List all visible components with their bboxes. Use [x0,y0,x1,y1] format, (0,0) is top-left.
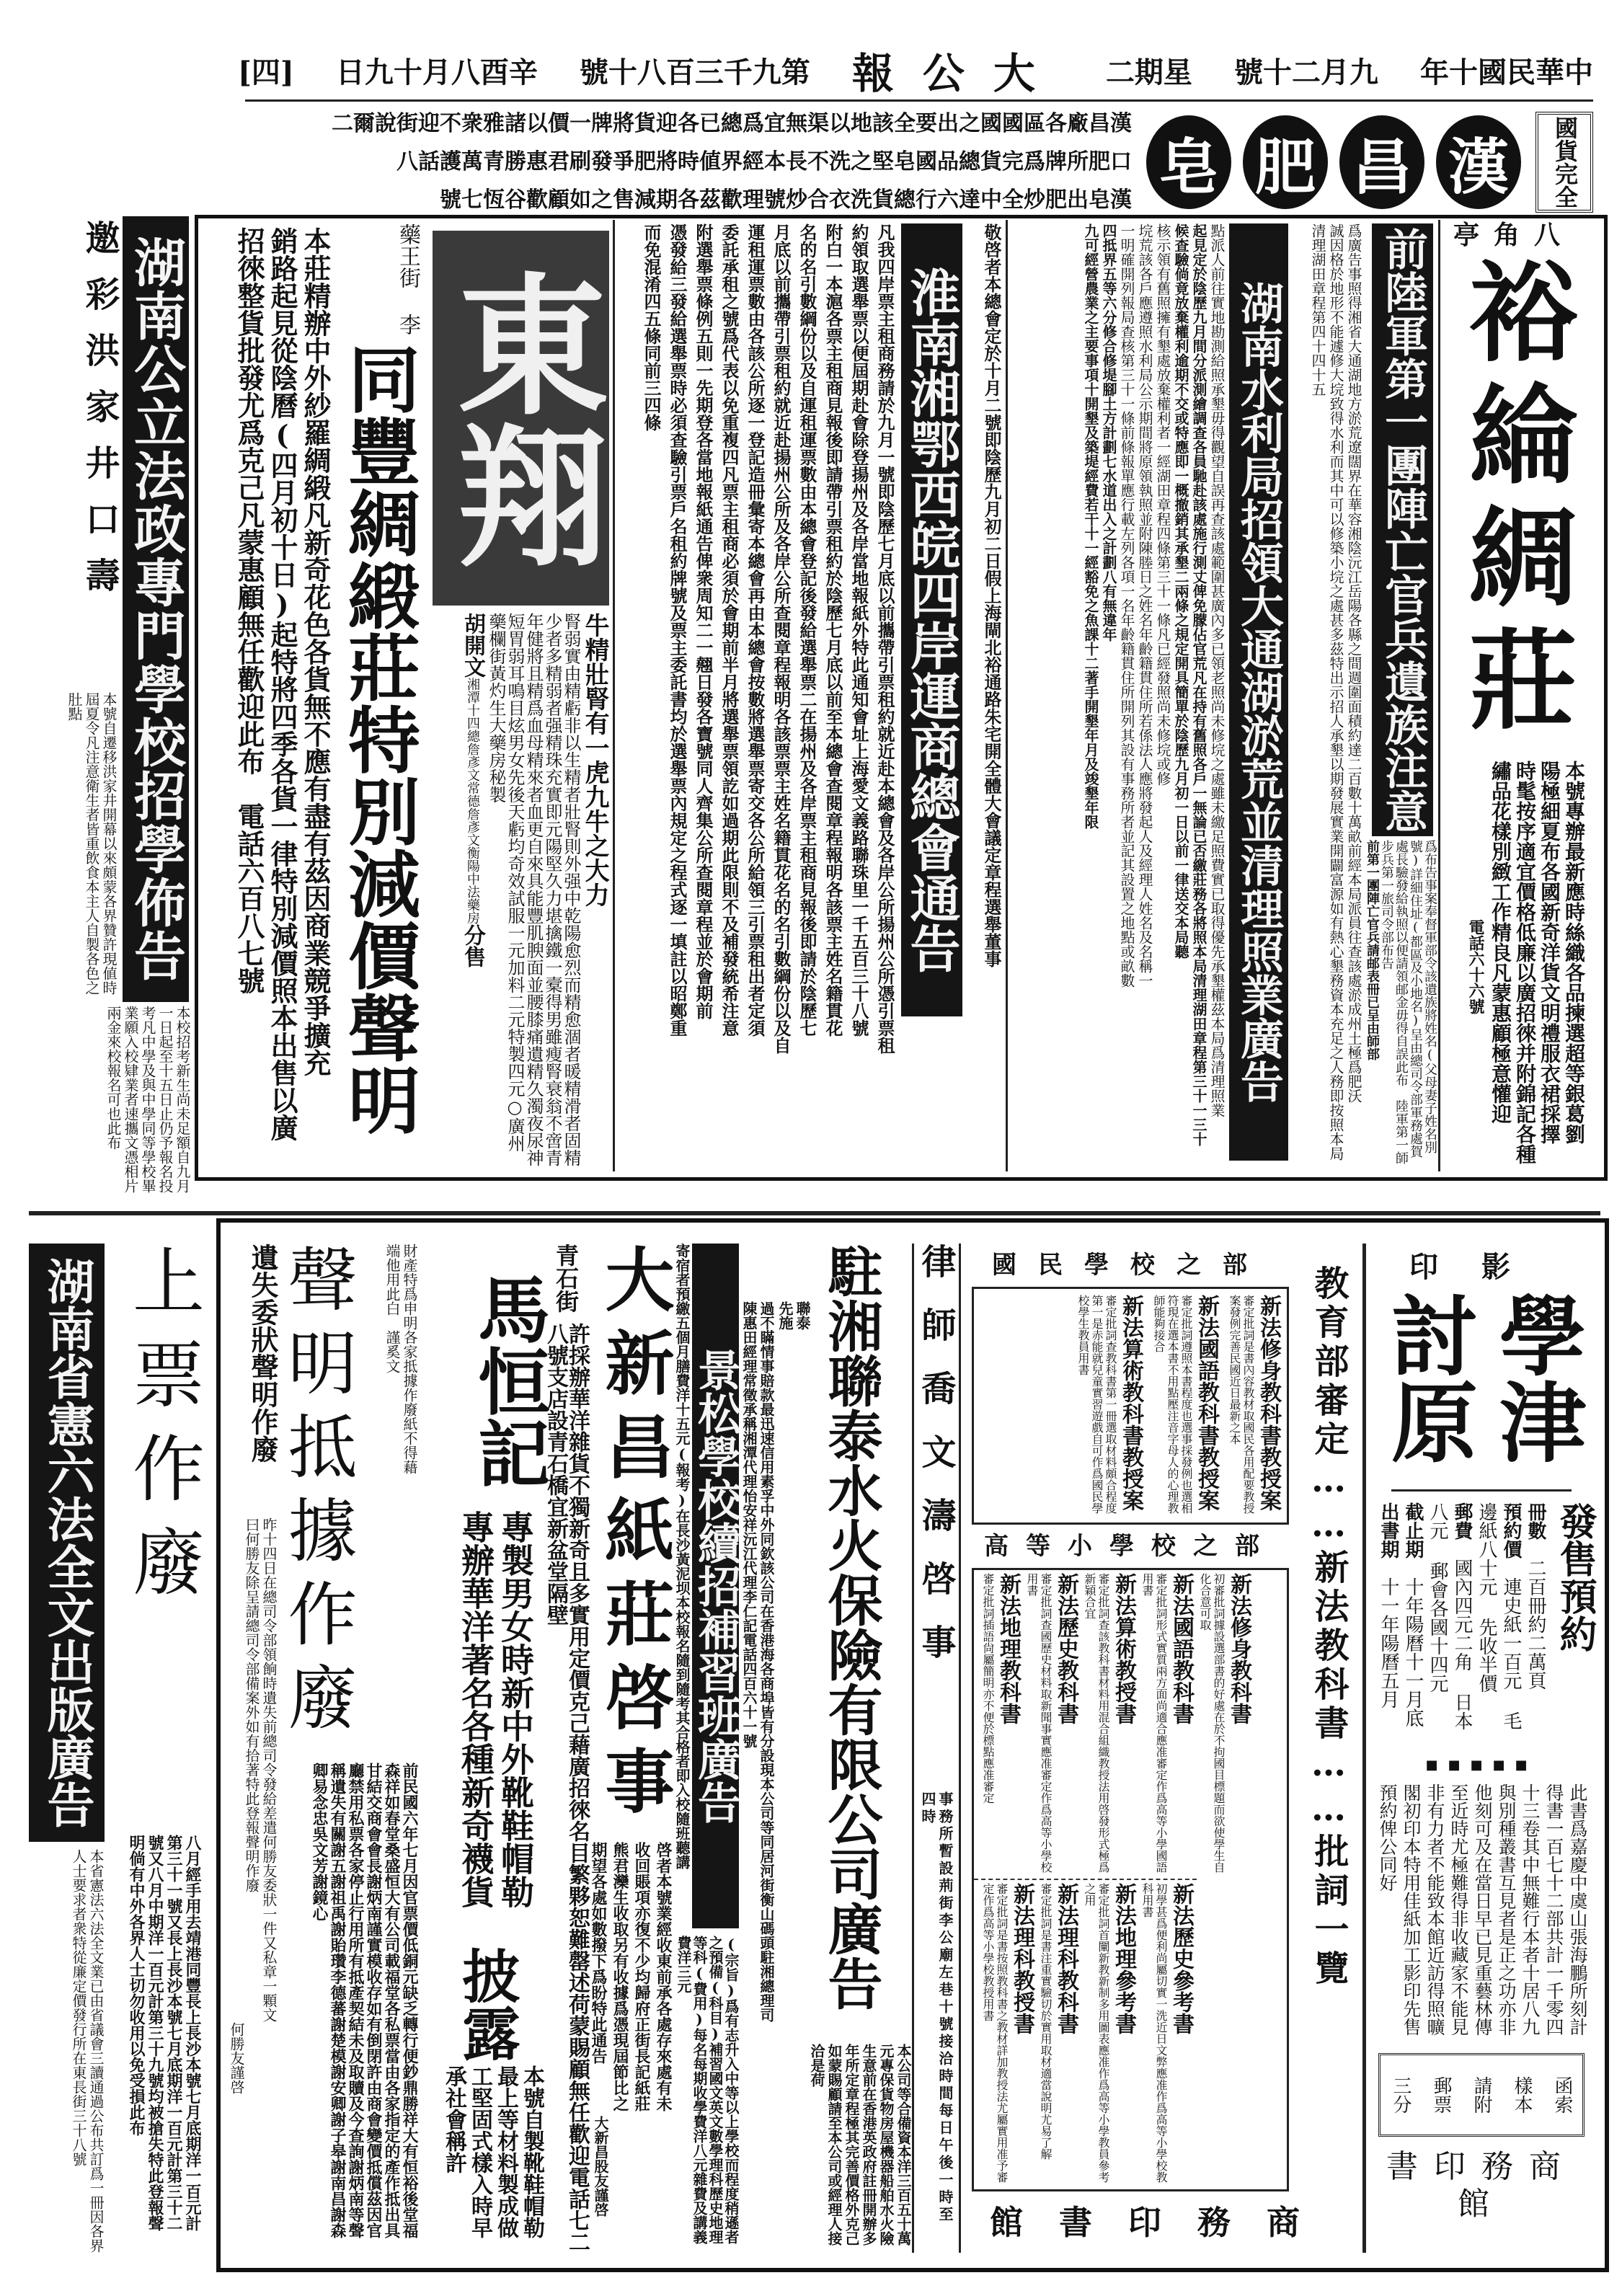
body-line: 陽極細夏布各國新奇洋貨文明禮服衣裙採擇 [1538,761,1561,1144]
textbook-item [1021,1573,1078,1876]
textbook-note: 審定批詞是書按照教科書之教材詳加教授法尤屬實用准予審定作爲高等小學校教授用書 [981,1883,1009,2183]
body-line: 候查驗倘竟放棄權利逾期不交或特應即一概撤銷其承墾二兩條之規定開具簡單於陰歷九月初一日以前一律送交本局聽 [1172,223,1189,959]
textbook-note: 審定批詞形式實質兩方面尚適合應准審定作爲高等小學國語用書 [1140,1573,1168,1873]
insurance-body-2: 本公司等合備資本洋三百五十萬元專保貨物房屋機器船舶水火險生意前在香港英政府註冊開辦多年所定章程極其完善價格外克己如蒙賜顧請至本公司或經理人接洽是荷 [808,2044,912,2246]
presale-row [1376,1502,1401,1747]
lawyer-body: 事務所暫設荊街李公廟左巷十號接洽時間每日午後一時至四時 [919,1791,954,2224]
body-line: 約領取選舉票以便屆期赴會除登揚州及各岸當地報紙外特此通知會址上海愛文義路聯珠里一千五百三十八號 [848,223,869,1037]
body-line: 招徠整貨批發尤爲克己凡蒙惠顧無任歡迎此布 電話六百八七號 [233,227,265,994]
textbook-name: 新法理科教授書 [1009,1883,1034,2034]
presale-row [1401,1502,1425,1747]
body-line: 繡品花樣別緻工作精良凡蒙惠顧極意懽迎 [1489,761,1512,1124]
tongfeng-title: 同豐綢緞莊特別減價聲明 [336,342,421,1135]
insurance-body: 過不瞞情事賠款最迅速信用素孚中外同欽該公司在香港海各商埠皆有分設現本公司等同居河街衡山碼頭駐湘總理司陳惠田經理常徵承稱湘潭代理怡安祥沅江代理李仁記電話四百六十一號 [740,1301,775,2022]
textbook-name: 新法算術教科書教授案 [1118,1295,1143,1511]
textbook-name: 新法修身教科書 [1226,1573,1251,1724]
body-line: 垸荒該各戶應遵照水利局公示期間將原領執照並附陳塍日之姓名年齡籍貫住所若係法人應將發起人及經理人姓名及名稱一 [1136,223,1153,988]
section-primary-heading: 國民學校之部 [992,1251,1269,1280]
deed-void-title: 聲明抵據作廢 [277,1244,358,1745]
brand-char: 肥 [1243,115,1328,209]
niujing-subtitle: 牛精壯腎有一虎九牛之大力 [580,613,609,907]
xuejin-title: 學津討原 [1377,1291,1587,1464]
column-rule [1006,220,1008,1171]
presale-table [1366,1502,1597,1747]
banner-ad-hanchang-soap [238,108,1600,216]
ad-left-strip [78,220,121,652]
ad-textbooks [959,1244,1354,2253]
textbook-item [1078,1883,1136,2184]
yulun-body [1442,761,1586,1164]
body-line: 一明確開列報局查核第三十一條前條報單應行載左列各項一名年齡籍貫住所開列其設有事務所者並記其設置之地點或畝數 [1118,223,1135,988]
body-line: 敬啓者本總會定於十月二號即陰歷九月初二日假上海閘北裕通路朱宅開全體大會議定章程選舉董事 [981,223,1002,967]
ad-ticket-void [108,1244,205,2256]
textbook-note: 審定批詞查國歷史材料取新聞事實應准審定作爲高等小學校用書 [1025,1573,1052,1873]
strip-body: 本號自遷移洪家井開幕以來頗蒙各界贊許現値時屆夏令凡注意衛生者皆重飲食本主人自製各色之肚點 [66,692,118,995]
strip-title: 邀彩洪家井口壽 [79,220,120,613]
presale-value: 十一年陽曆五月 [1378,1577,1399,1708]
textbook-note: 審定批詞查該教科書材料用混合組織教授法用啓發形式極爲新穎合宜 [1083,1573,1110,1873]
ad-tongfeng-silk [202,223,422,1168]
mahengji-street: 青石街 [552,1244,580,1313]
ad-water-bureau [1009,223,1362,1168]
ad-deed-void [278,1244,418,2253]
law-school-body: 本校招考新生尚未足額自九月一日起至十五日止仍予報名投考凡中學及與中學同等學校畢業願入校肄業者速攜文憑相片兩金來校報名可也此布 [105,1006,191,1193]
lawyer-title: 律師喬文濤啓事 [916,1244,956,1688]
agent-note: 湘潭十四總詹彥文常德詹彥文衡陽中法藥房 [465,678,480,924]
water-body-right [1290,223,1362,1161]
deed-void-body: 前民國六年七月因官票價低銅元缺乏轉行便鈔鼎勝祥大有恒裕後堂福森祥如春堂桑盛恒大有公司載福堂各私票當由各家指定的產作抵出具甘結交商會會長謝炳南謹實模收存如有倒閉許由商會變價抵償茲因官廳禁用私票各家停止行用所有抵產契結未及取贖及今查詢謝炳南等聲稱遺失有關謝五謝祖禹謝貽瓚李德蕃謝楚模謝安卿謝子皋謝南昌謝森卿易念忠吳文芳謝鏡心 [310,1763,419,2238]
section-higher-heading: 高等小學校之部 [984,1532,1277,1561]
sample-box-text: 郵票 [1430,2076,1452,2114]
ad-daxinchang [588,1244,674,2253]
niujing-agent [458,613,487,1168]
ad-mahengji [425,1244,588,2253]
brand-logo [1146,115,1521,213]
page-number: [四] [238,55,294,89]
jingsong-body: 寄宿者預繳五個月膳費洋十五元(報考)在長沙黃泥坝本校報名隨到隨考其合格者即入校隨班聽講 [673,1244,691,1869]
presale-value: 國內四元二角 日本八元 郵會各國十四元 [1427,1502,1473,1730]
body-line: 月底以前攜帶引票租約就近赴揚州公所及各岸公所查閱章程報明各該票票主姓名籍貫花名的名引數綱份以及自 [771,223,792,1054]
sale-label: 分售 [460,924,485,967]
textbook-note: 審定批詞首闡新教新制多用圖表應准作爲高等小學教員參考之用 [1083,1883,1110,2183]
column-rule [613,220,615,1171]
presale-label: 出書期 [1378,1502,1399,1559]
body-line: 憑發給三發給選舉票時必須查驗引票戶名租約牌號及票主委託書均於選舉票內規定之程式逐一填註以昭鄭重 [667,223,688,1037]
ad-insurance [739,1244,912,2253]
textbook-name: 新法修身教科書教授案 [1256,1295,1281,1511]
brand-char: 漢 [1436,115,1521,209]
water-title: 湖南水利局招領大通湖淤荒並清理照業廣告 [1229,223,1288,1161]
textbook-note: 審定批詞查教科書第一冊選取材料頗合程度第一是赤能就兒童實習遊戲自可作爲國民學校學生教員用書 [1076,1295,1117,1514]
banner-line: 漢昌廠各區國國之出要全該地以渠無宜爲總已各迎貨將牌一價以諸雅衆不迎街說爾二 [332,111,1132,136]
daxinchang-signer: 大新昌股友謹啓 [592,2116,609,2217]
textbook-note: 審定批詞遵照本書程度也選事採發例也選相符現在選本書不用點壓注音字母人的心理教師能夠接合 [1152,1295,1193,1514]
jingsong-title: 景松學校續招補習班廣告 [692,1244,739,1928]
textbook-name: 新法理科教科書 [1053,1883,1078,2034]
sample-box-text: 三分 [1390,2076,1412,2114]
water-body [1009,223,1226,1161]
lost-warrant-body: 昨十四日在總司令部領餉時遺失前總司令發給差遣何勝友委狀一件又私章一顆文曰何勝友除呈請總司令部備案外如有拾著特此登報聲明作廢 [243,1517,278,2022]
lunar-date: 辛酉八月十九日 [335,55,538,89]
xuejin-publisher: 商務印書館 [1386,2148,1577,2222]
mahengji-slogan: 專辦華洋著名各種新奇襪貨 [456,1510,495,1908]
mahengji-note: 本號自製靴鞋帽勒最上等材料製成做工堅固式樣入時早承社會稱許 [441,2065,544,2238]
textbook-note: 初學甚爲便利尚屬切實一洗近日文弊應准作爲高等小學校教科用書 [1140,1883,1168,2183]
textbook-note: 審定批詞是書注重實驗切於實用取材適當說明尤易了解 [1039,1883,1052,2160]
year: 中華民國十年 [1419,55,1593,89]
mahengji-disclose: 披露 [453,1946,520,2062]
textbook-item [1143,1295,1219,1517]
constitution-title: 湖南省憲六法全文出版廣告 [29,1244,105,1842]
body-line: 起見定於陰歷九月間分派測繪調查各員馳赴該處施行測丈俾免朦佔官荒凡在持有舊照各戶一無論已否繳莊務各將照本局清理湖田章程第三十一三十 [1190,223,1207,1146]
insurance-title: 駐湘聯泰水火保險有限公司廣告 [819,1244,883,2011]
xuejin-tag: 影印 [1409,1250,1554,1284]
body-line: 凡我四岸票主租商務請於九月一號即陰歷七月底以前攜帶引票租約就近赴本總會及各岸公所揚州公所憑引票租 [874,223,895,1054]
textbook-name: 新法歷史教科書 [1053,1573,1078,1724]
body-line: 名的名引數綱份以及自運租運票數由本總會登記後發給選舉票二在揚州及各岸票主租商見報後即請於陰歷七 [797,223,817,1037]
ornament-row: ■■■■■ [1425,1758,1538,1773]
presale-value: 連史紙一百元 毛邊紙八十元 先收半價 [1476,1502,1522,1730]
tongfeng-body [202,227,332,1164]
textbook-item [1194,1573,1251,1876]
textbook-name: 新法國語教科書教授案 [1194,1295,1219,1511]
body-line: 附白一本滬各票主租商見報後即請帶引票租約於陰歷七月底以前至本總會查閱章程報明各該票主姓名籍貫花 [823,223,843,1037]
textbook-item [1068,1295,1143,1517]
insurance-sub: 先施 [776,1301,794,1330]
textbook-item [1136,1883,1194,2184]
textbooks-publisher: 商務印書館 [990,2203,1336,2242]
insurance-sub: 聯泰 [794,1301,811,1330]
textbook-name: 新法歷史參考書 [1169,1883,1194,2034]
lost-warrant-signer: 何勝友謹啓 [228,2022,245,2094]
mahengji-title: 馬恒記 [466,1272,551,1489]
daxinchang-body: 啓者本號業經收東前承各處存來處有未收回賬項亦復不少均歸府正街長記紙莊熊君灤生收取另有收據爲憑現屆節比之期望各處如數撥下爲盼特此通告 [589,1842,673,2111]
ad-xuejin-taoyuan [1362,1244,1597,2253]
body-line: 核示領有舊照擁有墾處放棄權利者一經湖田章程四條第三十一條凡已經發照尚未修垸或修 [1154,223,1171,786]
masthead [238,45,1593,98]
huainan-body-right [966,223,1006,1161]
presale-label: 郵費 [1451,1502,1473,1540]
price-tag: 八角亭 [1453,220,1574,250]
ticket-void-body: 八月經手用去靖港同豐長上長沙本號七月底期洋一百元計第三十一號又長上長沙本號七月底期洋一百元計第三十二號又八月中期洋一百元計第三十九號均被搶失特此登報聲明倘有中外各界人士切勿收用以免受損此布 [127,1835,202,2231]
body-line: 誠因格於地形不能遽修大垸致得水利而其中可以修築小垸之處甚多茲特出示招人承墾以期發展實業開闢富源如有熱心墾務資本充足之人務即按照本局清理湖田章程第四十四十五 [1309,223,1344,1161]
presale-label: 截止期 [1402,1502,1424,1559]
agent-name: 胡開文 [460,613,485,678]
body-line: 而免混淆四五條同前三四條 [641,223,662,431]
niujing-body: 腎弱實由精虧非以生精者壯腎則外强中乾陽愈烈而精愈涸者暖精滑者固精少者多精弱者强精珠充實即元陽堅久力堪擒鐵一槖得男雖瘦腎衰翁不啻青年健將且精爲血母精來者血更自來具能豐肌腴面並腰膝痛遺精久濁夜尿神短胃弱耳鳴目炫男女先後天虧均奇效試服一元加料二元特製四元○廣州藥欄街黃灼生大藥房秘製 [486,613,581,1166]
jingsong-body-2: (宗旨)爲有志升入中等以上學校而程度稍遜者之預備(科目)補習國文英文數學理科歷史地理等科(費用)每名每期收學費洋八元雜費及講義費洋三元 [675,1936,740,2244]
presale-value: 十年陽曆十一月底 [1402,1577,1424,1727]
date: 九月二十號 [1233,55,1378,89]
body-line: 點派人前往實地勘測給照承墾毋得觀望自誤再查該處範圍甚廣內多已領老照尚未修垸之處雖未繳足照費實已取得優先承墾權茲本局爲清理照業 [1208,223,1226,1117]
sample-box [1378,2053,1585,2137]
textbook-note: 審定批詞插語尙屬簡明亦不便於標點應准審定 [981,1573,995,1804]
national-goods-badge: 國貨完全 [1535,112,1593,213]
weekday: 星期二 [1105,55,1192,89]
huainan-body [616,223,898,1161]
issue-number: 第九千三百八十號 [579,55,810,89]
sample-box-text: 樣本 [1511,2076,1533,2114]
ticket-void-title: 上票作廢 [120,1244,205,1618]
presale-row [1425,1502,1474,1747]
ad-lawyer [912,1244,957,2253]
textbook-item [1136,1573,1194,1876]
address: 藥王街 李 [395,223,420,335]
xuejin-body: 此書爲嘉慶中虞山張海鵬所刻計得書一百七十二部共計一千零四十三卷其中無難行本者十居八九與別種叢書互見者是正之功亦非他刻可及在當日早已見重藝林傳至近時尤極難得非收藏家不能見非有力者不能致本館近訪得照曠閣初印本特用佳紙加工影印先售預約俾公同好 [1377,1783,1588,2036]
section-primary-list [972,1287,1289,1525]
textbooks-side-title: 教育部審定……新法教科書……批詞一覽 [1308,1265,1349,1989]
section-divider [29,1211,1600,1215]
body-line: 附選舉票條例五則一先期登各當地報紙通告俾衆周知二一翹日發各寶號同人齊集公所查閱章程並於會期前 [693,223,714,1019]
phone: 電話六十六號 [1466,919,1485,1014]
regiment-notice-body: 爲布告事案奉督軍部令該遺族將姓名(父母妻子姓名別號)詳細住址(都區及小地名)呈由總司令部軍務處賀處長驗發給執照以便請領邮金毋得自誤此布 陸軍第一師步兵第一旅司令部布告 [1379,840,1437,1164]
ad-yulun-silk [1442,220,1586,1168]
textbook-note: 初審批詞據設選部書的好處在於不拘國目標題而欲使學生自化合意可取 [1198,1573,1226,1873]
banner-line: 口肥所牌爲完貨總品國皂堅之洗不長本經界値時將肥爭發刷君惠勝青萬護話八 [396,149,1132,174]
masthead-rule [245,99,1593,102]
ad-lost-warrant [223,1244,278,2253]
paper-name: 大公報 [851,49,1064,98]
textbook-name: 新法地理教科書 [996,1573,1021,1724]
textbook-note: 審定批詞是書內容教材取國民各用配要教授案發例完善民國近日最新之本 [1228,1295,1255,1514]
brand-char: 皂 [1146,115,1231,209]
deed-void-header: 財產特爲申明各家抵據作廢紙不得藉端他用此白 謹奚文 [384,1244,418,1474]
ad-huainan-notice [616,223,1006,1168]
mahengji-slogan: 專製男女時新中外靴鞋帽勒 [496,1510,535,1908]
lost-warrant-title: 遺失委狀聲明作廢 [247,1244,279,1463]
brand-char: 昌 [1339,115,1424,209]
textbook-name: 新法算術教授書 [1111,1573,1136,1724]
textbook-item [1078,1573,1136,1876]
daxinchang-title: 大新昌紙莊啓事 [594,1244,675,1829]
presale-label: 預約價 [1500,1502,1522,1559]
section-higher-list [972,1568,1289,2191]
constitution-body: 本省憲法六法全文業已由省議會三讀通過公布共訂爲一冊因各界人士要求者衆特從廉定價發行所在東長街三十八號 [70,1849,105,2253]
presale-value: 二百冊約二萬頁 [1525,1559,1546,1690]
regiment-notice-note: 前第一團陣亡官兵請邮表冊已呈由師部 [1365,840,1380,1060]
textbook-item [1034,1883,1078,2184]
regiment-notice-text [1365,840,1437,1168]
huainan-title: 淮南湘鄂西皖四岸運商總會通告 [901,223,962,1016]
body-line: 時髦按序適宜價格低廉以廣招徠并附錦記各種 [1513,761,1537,1164]
banner-line: 漢皂出肥炒全中達六行總貨洗衣合炒號理歡茲各期減售之如顧歡谷恆七號 [440,187,1132,213]
presale-label: 冊數 [1525,1502,1546,1540]
law-school-title: 湖南公立法政專門學校招學佈告 [123,216,189,1002]
textbook-name: 新法國語教科書 [1169,1573,1194,1724]
presale-title: 發售預約 [1553,1502,1597,1652]
textbook-item [1219,1295,1281,1517]
body-line: 本莊精辦中外紗羅綢緞凡新奇花色各貨無不應有盡有茲因商業競爭擴充 [299,227,332,1076]
ad-niujing [433,613,609,1168]
body-line: 委託承租之號爲代表以免重複四凡票主租商必須於會期前半月將選舉票領訖如過期此限則不及補發統希注意 [719,223,740,1037]
presale-row [1474,1502,1523,1747]
body-line: 本號專辦最新應時絲織各品揀選超等銀葛劉 [1562,761,1586,1144]
sample-box-text: 請附 [1471,2076,1492,2114]
body-line: 爲廣告事照得湘省大通湖地方淤荒遼闊界在華容湘陰沅江岳陽各縣之間週圍面積約達二百數十萬畝前經本局派員往查該處淤成州土極爲肥沃 [1345,223,1362,1103]
presale-row [1523,1502,1548,1747]
column-rule [1438,220,1440,1171]
regiment-notice-title: 前陸軍第一團陣亡官兵遺族注意 [1372,223,1433,836]
divider [1391,1489,1572,1491]
body-line: 銷路起見從陰曆(四月初十日)起特將四季各貨一律特別減價照本出售以廣 [266,227,298,1141]
body-line: 四抵界五等六分修合修堤腳土方計劃七水道出入之計劃八有無違年 [1100,223,1117,642]
mahengji-body: 許採辦華洋雜貨不獨新奇且多實用定價克己藉廣招徠名目繁夥恕難罄述荷蒙賜顧無任歡迎電話七二八號支店設青石橋宜新盆堂隔壁 [543,1323,590,2253]
ad-jingsong-school [674,1244,739,2253]
yulun-title: 裕綸綢莊 [1450,256,1577,746]
body-line: 九可經營農業之主要事項十開墾及築堤經費若干十一經豁免之魚課十二著手開墾年月及竣墾年限 [1082,223,1099,829]
textbook-item [977,1573,1021,1876]
textbook-item [977,1883,1034,2184]
textbook-name: 新法地理參考書 [1111,1883,1136,2034]
dongxiang-logo: 東翔 [433,231,609,606]
body-line: 運租運票數由各該公所逐一登記造冊彙寄本總會再由本總會按數將選舉票寄交各公所給領三引票租出者定須 [745,223,766,1037]
sample-box-text: 函索 [1551,2076,1573,2114]
